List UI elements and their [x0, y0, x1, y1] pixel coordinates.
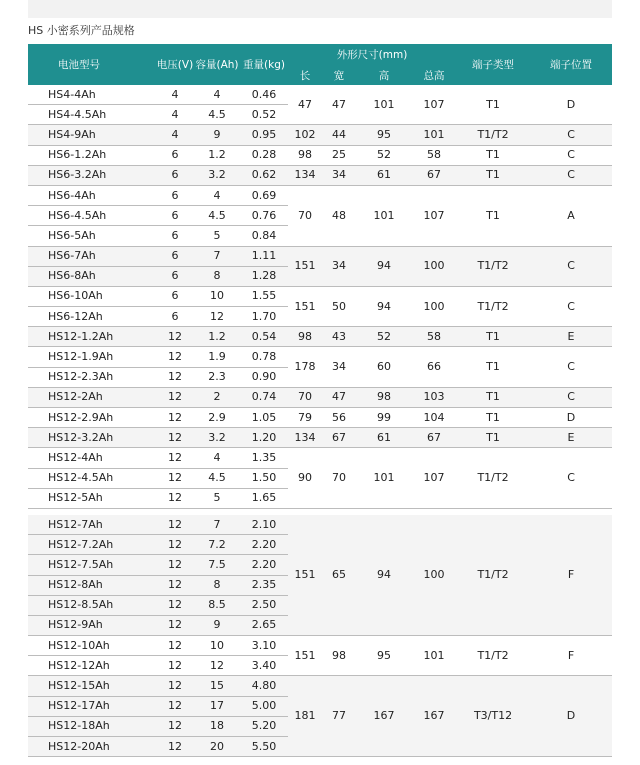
cell-terminal-type: T1/T2 — [456, 246, 530, 286]
cell-capacity: 10 — [194, 286, 240, 306]
cell-terminal-type: T1/T2 — [456, 448, 530, 509]
cell-total-height: 58 — [412, 327, 456, 347]
header-total-height: 总高 — [412, 65, 456, 85]
table-row — [28, 387, 612, 407]
cell-voltage: 6 — [156, 286, 194, 306]
cell-capacity: 4.5 — [194, 206, 240, 226]
cell-length: 70 — [288, 185, 322, 246]
cell-total-height: 104 — [412, 408, 456, 428]
cell-model: HS12-20Ah — [28, 737, 156, 757]
cell-width: 47 — [322, 387, 356, 407]
cell-capacity: 2 — [194, 387, 240, 407]
cell-model: HS6-4.5Ah — [28, 206, 156, 226]
cell-voltage: 4 — [156, 85, 194, 105]
cell-width: 25 — [322, 145, 356, 165]
cell-terminal-type: T1 — [456, 145, 530, 165]
cell-weight: 2.20 — [240, 535, 288, 555]
cell-length: 90 — [288, 448, 322, 509]
cell-capacity: 15 — [194, 676, 240, 696]
cell-total-height: 103 — [412, 387, 456, 407]
cell-model: HS12-1.2Ah — [28, 327, 156, 347]
cell-height: 61 — [356, 165, 412, 185]
cell-terminal-position: F — [530, 515, 612, 636]
cell-model: HS12-4.5Ah — [28, 468, 156, 488]
cell-height: 95 — [356, 636, 412, 676]
cell-terminal-type: T1/T2 — [456, 636, 530, 676]
battery-spec-table — [28, 44, 612, 757]
cell-height: 94 — [356, 246, 412, 286]
cell-capacity: 3.2 — [194, 165, 240, 185]
cell-weight: 1.05 — [240, 408, 288, 428]
cell-length: 134 — [288, 428, 322, 448]
cell-terminal-type: T1 — [456, 85, 530, 125]
cell-total-height: 67 — [412, 428, 456, 448]
cell-total-height: 100 — [412, 246, 456, 286]
cell-voltage: 12 — [156, 428, 194, 448]
cell-height: 52 — [356, 145, 412, 165]
cell-weight: 1.50 — [240, 468, 288, 488]
cell-capacity: 2.9 — [194, 408, 240, 428]
cell-terminal-position: C — [530, 145, 612, 165]
top-banner-bar — [28, 0, 612, 18]
cell-voltage: 6 — [156, 185, 194, 205]
table-row — [28, 515, 612, 535]
header-weight: 重量(kg) — [240, 44, 288, 85]
cell-terminal-type: T1/T2 — [456, 125, 530, 145]
cell-height: 94 — [356, 286, 412, 326]
cell-terminal-position: E — [530, 327, 612, 347]
cell-length: 70 — [288, 387, 322, 407]
header-length: 长 — [288, 65, 322, 85]
cell-capacity: 4 — [194, 85, 240, 105]
cell-length: 134 — [288, 165, 322, 185]
cell-model: HS6-5Ah — [28, 226, 156, 246]
cell-terminal-position: C — [530, 246, 612, 286]
cell-terminal-position: C — [530, 448, 612, 509]
cell-model: HS12-8Ah — [28, 575, 156, 595]
cell-model: HS6-1.2Ah — [28, 145, 156, 165]
cell-model: HS4-4Ah — [28, 85, 156, 105]
cell-terminal-type: T1 — [456, 408, 530, 428]
cell-voltage: 12 — [156, 488, 194, 508]
cell-total-height: 167 — [412, 676, 456, 757]
cell-weight: 0.90 — [240, 367, 288, 387]
cell-height: 60 — [356, 347, 412, 387]
cell-width: 70 — [322, 448, 356, 509]
cell-total-height: 100 — [412, 515, 456, 636]
table-row — [28, 676, 612, 696]
cell-model: HS12-7.5Ah — [28, 555, 156, 575]
cell-model: HS4-4.5Ah — [28, 105, 156, 125]
cell-weight: 1.35 — [240, 448, 288, 468]
table-row — [28, 246, 612, 266]
cell-terminal-position: E — [530, 428, 612, 448]
cell-width: 34 — [322, 246, 356, 286]
cell-voltage: 12 — [156, 387, 194, 407]
header-dimensions: 外形尺寸(mm) — [288, 44, 456, 65]
cell-weight: 0.62 — [240, 165, 288, 185]
cell-terminal-position: C — [530, 125, 612, 145]
cell-width: 34 — [322, 347, 356, 387]
cell-weight: 0.74 — [240, 387, 288, 407]
cell-model: HS12-9Ah — [28, 615, 156, 635]
cell-voltage: 12 — [156, 676, 194, 696]
cell-voltage: 6 — [156, 145, 194, 165]
cell-voltage: 12 — [156, 535, 194, 555]
cell-model: HS6-10Ah — [28, 286, 156, 306]
table-row — [28, 448, 612, 468]
table-row — [28, 85, 612, 105]
table-row — [28, 636, 612, 656]
cell-voltage: 4 — [156, 105, 194, 125]
cell-height: 101 — [356, 448, 412, 509]
cell-model: HS12-7Ah — [28, 515, 156, 535]
cell-height: 52 — [356, 327, 412, 347]
cell-voltage: 6 — [156, 246, 194, 266]
cell-capacity: 1.2 — [194, 145, 240, 165]
header-capacity: 容量(Ah) — [194, 44, 240, 85]
cell-weight: 1.65 — [240, 488, 288, 508]
cell-capacity: 20 — [194, 737, 240, 757]
cell-voltage: 12 — [156, 448, 194, 468]
cell-length: 178 — [288, 347, 322, 387]
cell-model: HS12-2.3Ah — [28, 367, 156, 387]
table-row — [28, 286, 612, 306]
cell-terminal-type: T3/T12 — [456, 676, 530, 757]
cell-capacity: 1.2 — [194, 327, 240, 347]
cell-model: HS12-1.9Ah — [28, 347, 156, 367]
header-terminal-type: 端子类型 — [456, 44, 530, 85]
cell-height: 99 — [356, 408, 412, 428]
cell-voltage: 6 — [156, 206, 194, 226]
cell-voltage: 6 — [156, 307, 194, 327]
cell-height: 95 — [356, 125, 412, 145]
cell-length: 98 — [288, 327, 322, 347]
cell-model: HS12-4Ah — [28, 448, 156, 468]
cell-length: 151 — [288, 246, 322, 286]
cell-voltage: 12 — [156, 515, 194, 535]
cell-width: 67 — [322, 428, 356, 448]
cell-terminal-type: T1/T2 — [456, 515, 530, 636]
cell-capacity: 7.5 — [194, 555, 240, 575]
cell-capacity: 8.5 — [194, 595, 240, 615]
cell-length: 98 — [288, 145, 322, 165]
cell-length: 151 — [288, 286, 322, 326]
cell-width: 65 — [322, 515, 356, 636]
table-row — [28, 347, 612, 367]
cell-height: 94 — [356, 515, 412, 636]
cell-height: 101 — [356, 85, 412, 125]
cell-capacity: 12 — [194, 307, 240, 327]
cell-capacity: 8 — [194, 266, 240, 286]
cell-terminal-type: T1/T2 — [456, 286, 530, 326]
cell-voltage: 12 — [156, 656, 194, 676]
cell-model: HS12-3.2Ah — [28, 428, 156, 448]
cell-width: 56 — [322, 408, 356, 428]
cell-total-height: 107 — [412, 448, 456, 509]
cell-weight: 0.78 — [240, 347, 288, 367]
cell-terminal-type: T1 — [456, 347, 530, 387]
cell-width: 34 — [322, 165, 356, 185]
cell-model: HS6-4Ah — [28, 185, 156, 205]
cell-capacity: 9 — [194, 125, 240, 145]
cell-capacity: 4.5 — [194, 468, 240, 488]
cell-model: HS12-18Ah — [28, 716, 156, 736]
cell-capacity: 8 — [194, 575, 240, 595]
cell-voltage: 12 — [156, 737, 194, 757]
cell-model: HS6-12Ah — [28, 307, 156, 327]
cell-capacity: 3.2 — [194, 428, 240, 448]
cell-terminal-position: D — [530, 408, 612, 428]
cell-voltage: 12 — [156, 367, 194, 387]
cell-capacity: 4 — [194, 185, 240, 205]
cell-capacity: 2.3 — [194, 367, 240, 387]
cell-capacity: 5 — [194, 226, 240, 246]
header-terminal-position: 端子位置 — [530, 44, 612, 85]
table-row — [28, 165, 612, 185]
cell-total-height: 107 — [412, 85, 456, 125]
cell-model: HS4-9Ah — [28, 125, 156, 145]
header-model: 电池型号 — [28, 44, 156, 85]
header-voltage: 电压(V) — [156, 44, 194, 85]
table-row — [28, 428, 612, 448]
cell-capacity: 4.5 — [194, 105, 240, 125]
cell-width: 48 — [322, 185, 356, 246]
cell-voltage: 6 — [156, 226, 194, 246]
cell-width: 47 — [322, 85, 356, 125]
cell-model: HS6-3.2Ah — [28, 165, 156, 185]
cell-weight: 1.70 — [240, 307, 288, 327]
cell-model: HS12-5Ah — [28, 488, 156, 508]
cell-total-height: 101 — [412, 636, 456, 676]
cell-voltage: 12 — [156, 327, 194, 347]
cell-weight: 1.55 — [240, 286, 288, 306]
cell-length: 181 — [288, 676, 322, 757]
cell-voltage: 12 — [156, 615, 194, 635]
cell-voltage: 12 — [156, 575, 194, 595]
cell-terminal-position: C — [530, 347, 612, 387]
cell-length: 47 — [288, 85, 322, 125]
cell-weight: 5.50 — [240, 737, 288, 757]
cell-capacity: 17 — [194, 696, 240, 716]
cell-weight: 0.28 — [240, 145, 288, 165]
cell-width: 43 — [322, 327, 356, 347]
cell-total-height: 66 — [412, 347, 456, 387]
cell-weight: 2.50 — [240, 595, 288, 615]
cell-voltage: 12 — [156, 347, 194, 367]
cell-capacity: 7.2 — [194, 535, 240, 555]
cell-weight: 3.10 — [240, 636, 288, 656]
cell-terminal-position: C — [530, 387, 612, 407]
cell-voltage: 12 — [156, 716, 194, 736]
table-row — [28, 125, 612, 145]
cell-weight: 0.95 — [240, 125, 288, 145]
cell-model: HS12-12Ah — [28, 656, 156, 676]
cell-total-height: 107 — [412, 185, 456, 246]
cell-terminal-type: T1 — [456, 327, 530, 347]
cell-terminal-position: C — [530, 165, 612, 185]
cell-model: HS12-10Ah — [28, 636, 156, 656]
cell-terminal-type: T1 — [456, 387, 530, 407]
cell-weight: 0.46 — [240, 85, 288, 105]
cell-length: 102 — [288, 125, 322, 145]
cell-capacity: 12 — [194, 656, 240, 676]
cell-weight: 0.54 — [240, 327, 288, 347]
page-title: HS 小密系列产品规格 — [28, 24, 135, 37]
cell-length: 79 — [288, 408, 322, 428]
table-row — [28, 408, 612, 428]
cell-total-height: 101 — [412, 125, 456, 145]
cell-weight: 2.65 — [240, 615, 288, 635]
cell-height: 98 — [356, 387, 412, 407]
cell-total-height: 58 — [412, 145, 456, 165]
cell-weight: 1.28 — [240, 266, 288, 286]
cell-capacity: 4 — [194, 448, 240, 468]
cell-terminal-position: D — [530, 676, 612, 757]
cell-weight: 4.80 — [240, 676, 288, 696]
cell-total-height: 67 — [412, 165, 456, 185]
cell-model: HS12-2.9Ah — [28, 408, 156, 428]
cell-height: 167 — [356, 676, 412, 757]
cell-model: HS12-8.5Ah — [28, 595, 156, 615]
cell-model: HS6-7Ah — [28, 246, 156, 266]
cell-weight: 5.00 — [240, 696, 288, 716]
cell-height: 61 — [356, 428, 412, 448]
cell-weight: 1.20 — [240, 428, 288, 448]
cell-terminal-type: T1 — [456, 165, 530, 185]
cell-length: 151 — [288, 515, 322, 636]
cell-length: 151 — [288, 636, 322, 676]
cell-weight: 3.40 — [240, 656, 288, 676]
cell-voltage: 6 — [156, 266, 194, 286]
cell-terminal-type: T1 — [456, 185, 530, 246]
cell-model: HS6-8Ah — [28, 266, 156, 286]
table-row — [28, 145, 612, 165]
table-row — [28, 327, 612, 347]
cell-voltage: 12 — [156, 408, 194, 428]
cell-capacity: 9 — [194, 615, 240, 635]
cell-width: 50 — [322, 286, 356, 326]
header-width: 宽 — [322, 65, 356, 85]
cell-voltage: 12 — [156, 696, 194, 716]
header-height: 高 — [356, 65, 412, 85]
cell-terminal-type: T1 — [456, 428, 530, 448]
cell-terminal-position: A — [530, 185, 612, 246]
cell-voltage: 12 — [156, 636, 194, 656]
table-row — [28, 185, 612, 205]
cell-voltage: 12 — [156, 468, 194, 488]
cell-weight: 2.10 — [240, 515, 288, 535]
cell-weight: 1.11 — [240, 246, 288, 266]
cell-weight: 2.35 — [240, 575, 288, 595]
cell-terminal-position: F — [530, 636, 612, 676]
cell-capacity: 1.9 — [194, 347, 240, 367]
cell-model: HS12-17Ah — [28, 696, 156, 716]
cell-weight: 0.52 — [240, 105, 288, 125]
table-body — [28, 85, 612, 757]
cell-capacity: 5 — [194, 488, 240, 508]
cell-model: HS12-15Ah — [28, 676, 156, 696]
cell-voltage: 6 — [156, 165, 194, 185]
cell-voltage: 12 — [156, 555, 194, 575]
cell-weight: 5.20 — [240, 716, 288, 736]
cell-weight: 0.69 — [240, 185, 288, 205]
cell-capacity: 7 — [194, 515, 240, 535]
cell-total-height: 100 — [412, 286, 456, 326]
cell-weight: 0.84 — [240, 226, 288, 246]
cell-weight: 0.76 — [240, 206, 288, 226]
cell-model: HS12-2Ah — [28, 387, 156, 407]
cell-width: 77 — [322, 676, 356, 757]
cell-voltage: 12 — [156, 595, 194, 615]
cell-model: HS12-7.2Ah — [28, 535, 156, 555]
cell-width: 98 — [322, 636, 356, 676]
cell-height: 101 — [356, 185, 412, 246]
cell-width: 44 — [322, 125, 356, 145]
cell-weight: 2.20 — [240, 555, 288, 575]
cell-terminal-position: C — [530, 286, 612, 326]
cell-voltage: 4 — [156, 125, 194, 145]
cell-capacity: 10 — [194, 636, 240, 656]
cell-capacity: 18 — [194, 716, 240, 736]
cell-capacity: 7 — [194, 246, 240, 266]
cell-terminal-position: D — [530, 85, 612, 125]
